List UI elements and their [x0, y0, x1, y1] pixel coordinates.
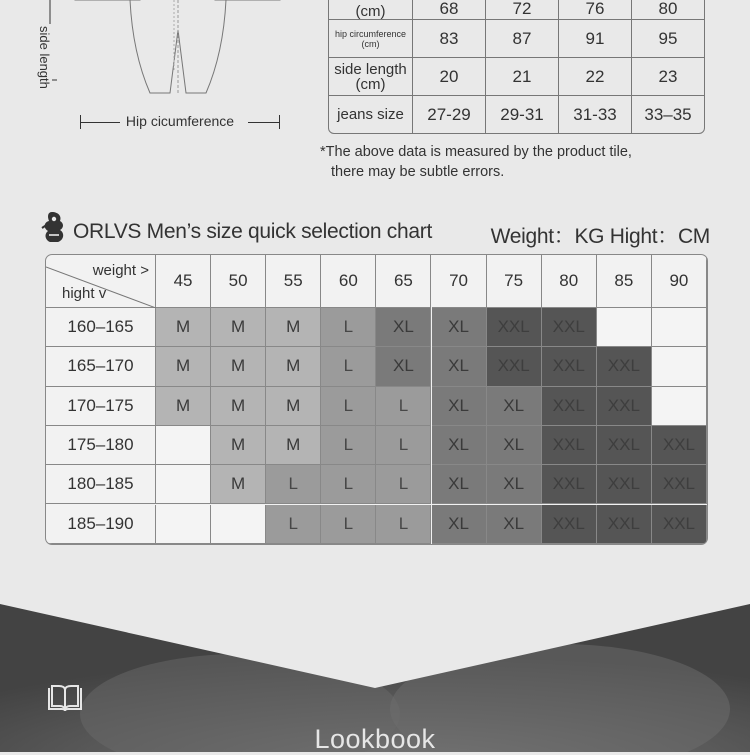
- size-cell: XXL: [597, 505, 652, 544]
- weight-header-cell: 45: [156, 255, 211, 308]
- size-cell: [156, 465, 211, 504]
- size-cell: XXL: [487, 308, 542, 347]
- table-cell: 22: [559, 58, 632, 96]
- size-selection-chart: [45, 254, 708, 545]
- table-cell: 23: [632, 58, 704, 96]
- size-cell: M: [266, 387, 321, 426]
- table-cell: 33–35: [644, 104, 692, 124]
- size-cell: M: [211, 465, 266, 504]
- size-cell: XXL: [652, 426, 707, 465]
- table-cell: 29-31: [486, 96, 559, 133]
- size-cell: L: [321, 308, 376, 347]
- size-cell: L: [321, 505, 376, 544]
- table-cell: 95: [632, 20, 704, 58]
- size-cell: XL: [432, 465, 487, 504]
- size-cell: XXL: [487, 347, 542, 386]
- weight-header-cell: 50: [211, 255, 266, 308]
- lookbook-banner: [0, 604, 750, 752]
- table-cell: 87: [486, 20, 559, 58]
- brand-logo-icon: [40, 210, 68, 246]
- note-line: *The above data is measured by the product tile,: [320, 144, 632, 160]
- size-cell: M: [211, 387, 266, 426]
- size-chart-header: [40, 208, 710, 248]
- size-cell: XXL: [542, 308, 597, 347]
- size-cell: XXL: [597, 387, 652, 426]
- row-label: side length (cm): [329, 58, 413, 96]
- size-cell: XXL: [652, 465, 707, 504]
- hip-circumference-dimension: [80, 112, 280, 132]
- weight-header-cell: 90: [652, 255, 707, 308]
- size-cell: [652, 308, 707, 347]
- size-cell: M: [156, 387, 211, 426]
- weight-header-cell: 55: [266, 255, 321, 308]
- row-label: jeans size: [329, 96, 413, 133]
- table-cell: 76: [559, 0, 632, 20]
- table-cell: 21: [486, 58, 559, 96]
- table-row: [329, 96, 704, 133]
- height-header-cell: 185–190: [46, 505, 156, 544]
- size-cell: M: [266, 308, 321, 347]
- lookbook-title: Lookbook: [314, 724, 436, 754]
- size-cell: XXL: [542, 347, 597, 386]
- size-cell: XL: [432, 426, 487, 465]
- row-label: hip circumference (cm): [329, 20, 413, 58]
- pants-measurement-section: [0, 0, 750, 200]
- size-cell: XL: [487, 505, 542, 544]
- table-row: [329, 20, 704, 58]
- size-cell: M: [211, 308, 266, 347]
- size-cell: XL: [487, 387, 542, 426]
- pants-measurement-table: [328, 0, 705, 134]
- size-cell: XXL: [542, 387, 597, 426]
- table-cell: 83: [413, 20, 486, 58]
- row-label: (cm): [329, 0, 413, 20]
- weight-header-cell: 85: [597, 255, 652, 308]
- size-cell: XXL: [652, 505, 707, 544]
- size-cell: L: [376, 426, 431, 465]
- table-row: [329, 58, 704, 96]
- table-cell: 91: [559, 20, 632, 58]
- size-cell: XL: [376, 308, 431, 347]
- size-cell: XL: [487, 426, 542, 465]
- weight-axis-label: weight >: [92, 262, 149, 279]
- size-cell: XL: [432, 347, 487, 386]
- size-cell: XL: [376, 347, 431, 386]
- height-header-cell: 170–175: [46, 387, 156, 426]
- size-chart-units: Weight：KG Hight：CM: [490, 225, 710, 248]
- size-cell: M: [266, 426, 321, 465]
- size-cell: [652, 347, 707, 386]
- size-cell: XL: [487, 465, 542, 504]
- weight-header-cell: 70: [432, 255, 487, 308]
- measurement-note: [320, 142, 632, 182]
- height-axis-label: hight v: [62, 285, 107, 302]
- weight-header-cell: 75: [487, 255, 542, 308]
- size-cell: M: [211, 347, 266, 386]
- size-cell: XXL: [542, 465, 597, 504]
- size-cell: M: [156, 308, 211, 347]
- size-cell: L: [266, 505, 321, 544]
- size-cell: [597, 308, 652, 347]
- hip-circumference-label: Hip cicumference: [125, 113, 235, 129]
- size-cell: L: [376, 465, 431, 504]
- height-header-cell: 160–165: [46, 308, 156, 347]
- chart-corner-header: [46, 255, 156, 308]
- size-chart-title: ORLVS Men’s size quick selection chart: [73, 220, 432, 243]
- size-cell: XXL: [542, 505, 597, 544]
- table-cell: 31-33: [559, 96, 632, 133]
- size-cell: L: [321, 426, 376, 465]
- side-length-dimension: [30, 0, 74, 89]
- weight-header-cell: 80: [542, 255, 597, 308]
- height-header-cell: 165–170: [46, 347, 156, 386]
- size-cell: M: [156, 347, 211, 386]
- size-cell: XXL: [542, 426, 597, 465]
- height-header-cell: 180–185: [46, 465, 156, 504]
- size-cell: XXL: [597, 426, 652, 465]
- table-cell: 80: [632, 0, 704, 20]
- table-row: [329, 0, 704, 20]
- table-cell: 20: [413, 58, 486, 96]
- size-cell: L: [321, 387, 376, 426]
- size-cell: L: [321, 465, 376, 504]
- side-length-label: side length: [37, 26, 52, 89]
- size-cell: M: [211, 426, 266, 465]
- size-cell: XL: [432, 505, 487, 544]
- size-cell: L: [321, 347, 376, 386]
- size-cell: XL: [432, 308, 487, 347]
- weight-header-cell: 65: [376, 255, 431, 308]
- size-cell: XXL: [597, 465, 652, 504]
- size-cell: L: [376, 387, 431, 426]
- size-cell: M: [266, 347, 321, 386]
- table-cell: 68: [413, 0, 486, 20]
- size-cell: L: [266, 465, 321, 504]
- table-cell: 27-29: [413, 96, 486, 133]
- note-line: there may be subtle errors.: [331, 164, 505, 180]
- open-book-icon: [46, 684, 84, 714]
- size-cell: XL: [432, 387, 487, 426]
- size-cell: [652, 387, 707, 426]
- weight-header-cell: 60: [321, 255, 376, 308]
- size-cell: [211, 505, 266, 544]
- size-cell: L: [376, 505, 431, 544]
- table-cell: 72: [486, 0, 559, 20]
- size-cell: [156, 505, 211, 544]
- height-header-cell: 175–180: [46, 426, 156, 465]
- size-cell: XXL: [597, 347, 652, 386]
- size-cell: [156, 426, 211, 465]
